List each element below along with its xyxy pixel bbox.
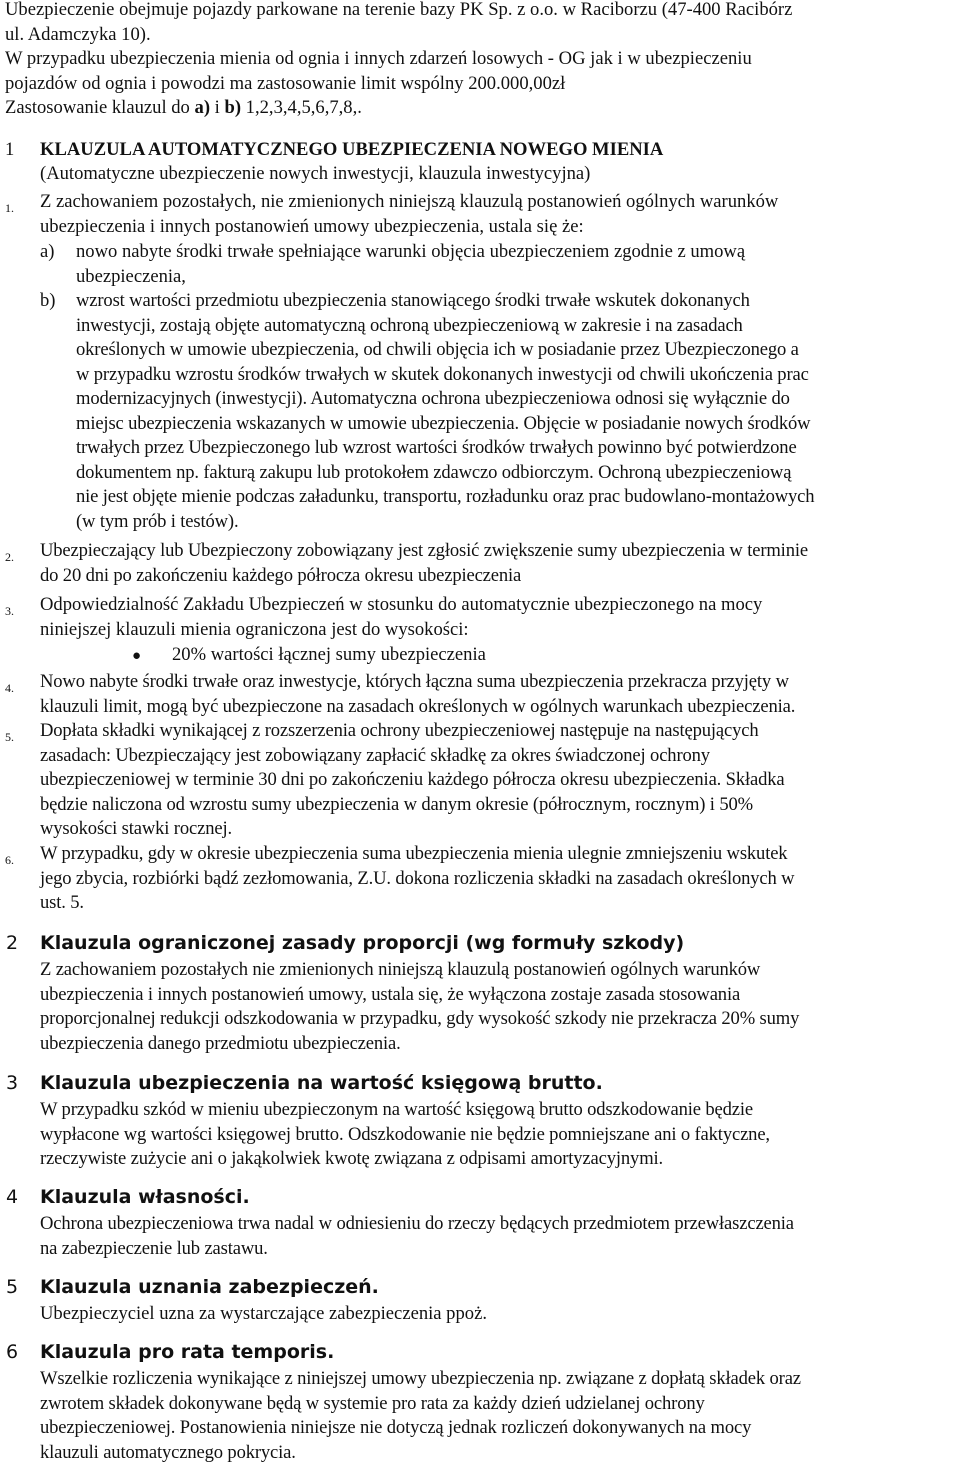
clause6-title: Klauzula pro rata temporis.	[40, 1341, 335, 1363]
clause1-item2	[40, 539, 956, 588]
clause3-body	[40, 1098, 956, 1172]
intro-line	[5, 96, 955, 121]
text-line: określonych w umowie ubezpieczenia, od chwili objęcia ich w posiadanie przez Ubezpieczonego a	[76, 339, 799, 360]
intro-a-label: a)	[194, 97, 211, 118]
text-line: rzeczywiste zużycie ani o jakąkolwiek kwotę związana z odpisami amortyzacyjnymi.	[40, 1148, 664, 1169]
text-line: dokumentem np. fakturą zakupu lub protokołem zdawczo odbiorczym. Ochroną ubezpieczeniową	[76, 461, 792, 483]
intro-line: Ubezpieczenie obejmuje pojazdy parkowane na terenie bazy PK Sp. z o.o. w Raciborzu (47-400 Racibórz	[5, 0, 793, 20]
clause4-body	[40, 1212, 956, 1261]
clause1-item5	[40, 719, 956, 842]
intro-line: W przypadku ubezpieczenia mienia od ognia i innych zdarzeń losowych - OG jak i w ubezpieczeniu	[5, 48, 752, 69]
clause6-number: 6	[6, 1341, 19, 1363]
text-line: ubezpieczenia danego przedmiotu ubezpieczenia.	[40, 1032, 401, 1054]
text-line: Dopłata składki wynikającej z rozszerzenia ochrony ubezpieczeniowej następuje na następujących	[40, 720, 759, 741]
text-line: ust. 5.	[40, 892, 84, 913]
clause5-title: Klauzula uznania zabezpieczeń.	[40, 1276, 379, 1298]
text-line: ubezpieczeniowej w terminie 30 dni po zakończeniu każdego półrocza okresu ubezpieczenia. Składka	[40, 769, 785, 790]
clause5-body	[40, 1302, 956, 1327]
text-line: wypłacone wg wartości księgowej brutto. Odszkodowanie nie będzie pomniejszane ani o faktyczne,	[40, 1123, 770, 1145]
intro-line: pojazdów od ognia i powodzi ma zastosowanie limit wspólny 200.000,00zł	[5, 72, 566, 94]
item-number: 2.	[5, 550, 14, 564]
clause2-body	[40, 958, 956, 1056]
clause1-subtitle: (Automatyczne ubezpieczenie nowych inwestycji, klauzula inwestycyjna)	[40, 163, 591, 184]
clause4-number: 4	[6, 1186, 19, 1208]
text-line: do 20 dni po zakończeniu każdego półrocza okresu ubezpieczenia	[40, 564, 522, 586]
text-line: klauzuli limit, mogą być ubezpieczone na zasadach określonych w ogólnych warunkach ubezpieczenia.	[40, 695, 796, 717]
text-line: nie jest objęte mienie podczas załadunku, transportu, rozładunku oraz prac budowlano-montażowych	[76, 486, 815, 507]
text-line: ubezpieczenia i innych postanowień umowy, ustala się, że wyłączona zostaje zasada stosowania	[40, 983, 741, 1005]
clause2-number: 2	[6, 932, 19, 954]
intro-text: i	[210, 97, 225, 118]
item-number: 3.	[5, 604, 14, 618]
text-line: Ubezpieczyciel uzna za wystarczające zabezpieczenia ppoż.	[40, 1303, 487, 1324]
clause1-item6	[40, 842, 956, 916]
text-line: (w tym prób i testów).	[76, 510, 239, 532]
text-line: Ochrona ubezpieczeniowa trwa nadal w odniesieniu do rzeczy będących przedmiotem przewłaszczenia	[40, 1213, 794, 1234]
intro-text: 1,2,3,4,5,6,7,8,.	[241, 97, 362, 118]
text-line: zasadach: Ubezpieczający jest zobowiązany zapłacić składkę za okres świadczonej ochrony	[40, 744, 710, 766]
text-line: modernizacyjnych (inwestycji). Automatyczna ochrona ubezpieczeniowa odnosi się wyłącznie do	[76, 388, 790, 409]
text-line: zwrotem składek dokonywane będą w systemie pro rata za każdy dzień udzielanej ochrony	[40, 1392, 705, 1414]
item-number: 1.	[5, 201, 14, 215]
intro-text: Zastosowanie klauzul do	[5, 97, 195, 118]
text-line: na zabezpieczenie lub zastawu.	[40, 1237, 268, 1259]
text-line: miejsc ubezpieczenia wskazanych w umowie ubezpieczenia. Objęcie w posiadanie nowych środków	[76, 412, 811, 434]
bullet-text: 20% wartości łącznej sumy ubezpieczenia	[172, 644, 486, 665]
text-line: w przypadku wzrostu środków trwałych w skutek dokonanych inwestycji od chwili ukończenia prac	[76, 363, 809, 385]
intro-line: ul. Adamczyka 10).	[5, 23, 151, 45]
bullet-icon: ●	[132, 648, 142, 664]
text-line: Odpowiedzialność Zakładu Ubezpieczeń w stosunku do automatycznie ubezpieczonego na mocy	[40, 594, 763, 615]
text-line: trwałych przez Ubezpieczonego lub wzrost wartości środków trwałych powinno być potwierdzone	[76, 437, 797, 458]
sub-item-label-b: b)	[40, 290, 56, 311]
text-line: klauzuli automatycznego pokrycia.	[40, 1441, 296, 1463]
text-line: W przypadku, gdy w okresie ubezpieczenia suma ubezpieczenia mienia ulegnie zmniejszeniu wskutek	[40, 843, 788, 864]
text-line: W przypadku szkód w mieniu ubezpieczonym na wartość księgową brutto odszkodowanie będzie	[40, 1099, 753, 1120]
text-line: niniejszej klauzuli mienia ograniczona jest do wysokości:	[40, 618, 469, 640]
text-line: wysokości stawki rocznej.	[40, 818, 232, 839]
text-line: będzie naliczona od wzrostu sumy ubezpieczenia w danym okresie (półrocznym, rocznym) i 50%	[40, 793, 753, 815]
text-line: Nowo nabyte środki trwałe oraz inwestycje, których łączna suma ubezpieczenia przekracza przyjęty w	[40, 671, 789, 692]
clause3-title: Klauzula ubezpieczenia na wartość księgową brutto.	[40, 1072, 603, 1094]
clause1-sub-a	[76, 240, 956, 289]
clause1-item3	[40, 593, 956, 642]
text-line: Z zachowaniem pozostałych, nie zmienionych niniejszą klauzulą postanowień ogólnych warunków	[40, 191, 779, 212]
text-line: ubezpieczenia i innych postanowień umowy ubezpieczenia, ustala się że:	[40, 215, 584, 237]
clause4-title: Klauzula własności.	[40, 1186, 250, 1208]
clause1-number: 1	[5, 139, 15, 160]
clause6-body	[40, 1367, 956, 1465]
text-line: jego zbycia, rozbiórki bądź zezłomowania, Z.U. dokona rozliczenia składki na zasadach określonych w	[40, 867, 795, 889]
clause5-number: 5	[6, 1276, 19, 1298]
clause3-number: 3	[6, 1072, 19, 1094]
clause2-title: Klauzula ograniczonej zasady proporcji (wg formuły szkody)	[40, 932, 685, 954]
sub-item-label-a: a)	[40, 241, 55, 262]
text-line: ubezpieczenia,	[76, 265, 186, 287]
text-line: nowo nabyte środki trwałe spełniające warunki objęcia ubezpieczeniem zgodnie z umową	[76, 241, 746, 262]
item-number: 4.	[5, 681, 14, 695]
text-line: Z zachowaniem pozostałych nie zmienionych niniejszą klauzulą postanowień ogólnych warunków	[40, 959, 761, 980]
text-line: Ubezpieczający lub Ubezpieczony zobowiązany jest zgłosić zwiększenie sumy ubezpieczenia w terminie	[40, 540, 808, 561]
item-number: 5.	[5, 730, 14, 744]
clause1-item4	[40, 670, 956, 719]
text-line: Wszelkie rozliczenia wynikające z niniejszej umowy ubezpieczenia np. związane z dopłatą składek oraz	[40, 1368, 801, 1389]
intro-b-label: b)	[224, 97, 242, 118]
item-number: 6.	[5, 853, 14, 867]
text-line: ubezpieczeniowej. Postanowienia niniejsze nie dotyczą jednak rozliczeń dokonywanych na mocy	[40, 1417, 752, 1438]
clause1-title: KLAUZULA AUTOMATYCZNEGO UBEZPIECZENIA NOWEGO MIENIA	[40, 139, 664, 160]
text-line: inwestycji, zostają objęte automatyczną ochroną ubezpieczeniową w zakresie i na zasadach	[76, 314, 743, 336]
clause1-sub-b	[76, 289, 956, 534]
text-line: wzrost wartości przedmiotu ubezpieczenia stanowiącego środki trwałe wskutek dokonanych	[76, 290, 750, 311]
intro-block	[5, 0, 955, 121]
clause1-item1	[40, 190, 955, 239]
text-line: proporcjonalnej redukcji odszkodowania w przypadku, gdy wysokość szkody nie przekracza 20% sumy	[40, 1008, 800, 1029]
